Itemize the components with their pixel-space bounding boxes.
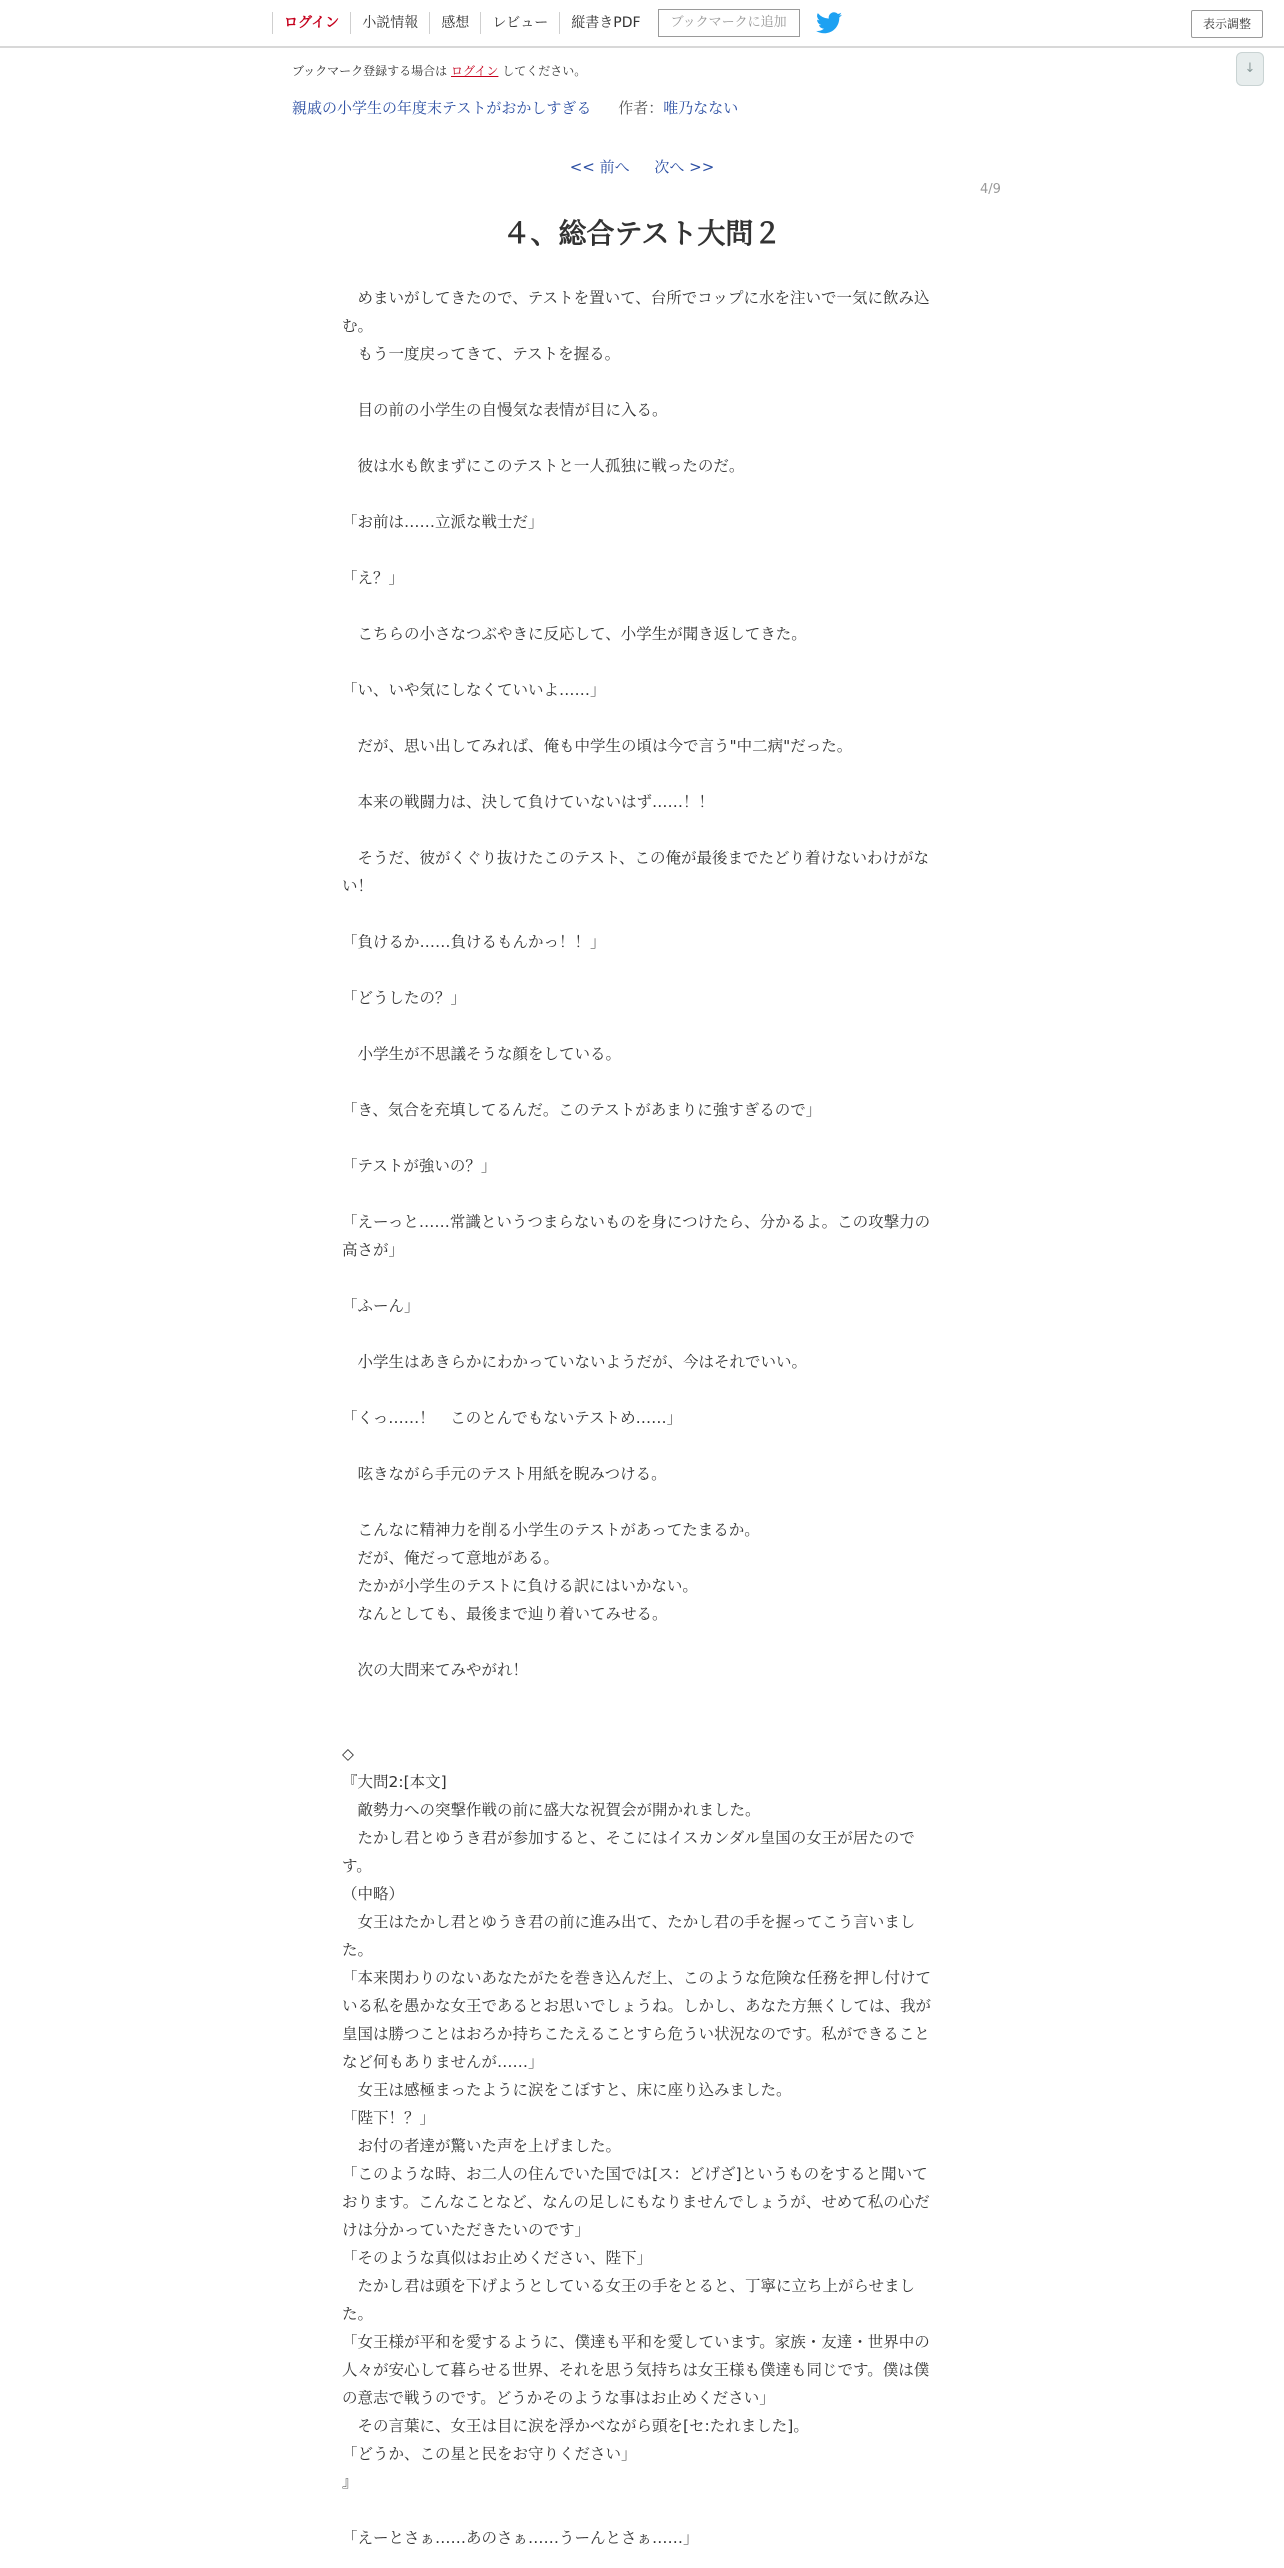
novel-paragraph <box>342 760 936 788</box>
novel-paragraph <box>342 1432 936 1460</box>
twitter-icon[interactable] <box>816 12 842 34</box>
novel-paragraph: なんとしても、最後まで辿り着いてみせる。 <box>342 1605 668 1623</box>
novel-paragraph: ◇ <box>342 1745 354 1763</box>
novel-paragraph <box>342 704 936 732</box>
novel-paragraph: 「女王様が平和を愛するように、僕達も平和を愛しています。家族・友達・世界中の人々が安心して暮らせる世界、それを思う気持ちは女王様も僕達も同じです。僕は僕の意志で戦うのです。どうかそのような事はお止めください」 <box>342 2333 930 2407</box>
bookmark-login-link[interactable]: ログイン <box>451 64 499 78</box>
novel-paragraph <box>342 1684 936 1712</box>
novel-paragraph <box>342 1376 936 1404</box>
author-name-link[interactable]: 唯乃なない <box>663 99 739 117</box>
novel-paragraph <box>342 592 936 620</box>
novel-paragraph: たかし君とゆうき君が参加すると、そこにはイスカンダル皇国の女王が居たのです。 <box>342 1829 915 1875</box>
novel-paragraph: 「このような時、お二人の住んでいた国では[ス：どげざ]というものをすると聞いております。こんなことなど、なんの足しにもなりませんでしょうが、せめて私の心だけは分かっていただきたいのです」 <box>342 2165 930 2239</box>
novel-paragraph: 「陛下！？」 <box>342 2109 436 2127</box>
novel-paragraph: 「え？」 <box>342 569 405 587</box>
novel-paragraph <box>342 1320 936 1348</box>
novel-paragraph: 彼は水も飲まずにこのテストと一人孤独に戦ったのだ。 <box>342 457 745 475</box>
novel-paragraph <box>342 1712 936 1740</box>
nav-review-link[interactable]: レビュー <box>480 12 559 34</box>
nav-login-link[interactable]: ログイン <box>272 12 350 34</box>
novel-paragraph: 「どうか、この星と民をお守りください」 <box>342 2445 637 2463</box>
novel-paragraph: こんなに精神力を削る小学生のテストがあってたまるか。 <box>342 1521 760 1539</box>
bookmark-note-prefix: ブックマーク登録する場合は <box>292 64 448 78</box>
novel-paragraph: 「本来関わりのないあなたがたを巻き込んだ上、このような危険な任務を押し付けている私を愚かな女王であるとお思いでしょうね。しかし、あなた方無くしては、我が皇国は勝つことはおろか持ちこたえることすら危うい状況なのです。私ができることなど何もありませんが……」 <box>342 1969 932 2071</box>
novel-paragraph: 小学生が不思議そうな顔をしている。 <box>342 1045 622 1063</box>
novel-paragraph: 「お前は……立派な戦士だ」 <box>342 513 544 531</box>
novel-paragraph: 「えーっと……常識というつまらないものを身につけたら、分かるよ。この攻撃力の高さが」 <box>342 1213 931 1259</box>
novel-paragraph <box>342 1180 936 1208</box>
novel-paragraph <box>342 480 936 508</box>
novel-paragraph <box>342 816 936 844</box>
novel-paragraph: 呟きながら手元のテスト用紙を睨みつける。 <box>342 1465 667 1483</box>
bookmark-login-note <box>292 62 586 79</box>
nav-impressions-link[interactable]: 感想 <box>429 12 480 34</box>
novel-paragraph: 「くっ……！ このとんでもないテストめ……」 <box>342 1409 683 1427</box>
chapter-title: ４、総合テスト大問２ <box>502 217 782 250</box>
novel-paragraph: 「どうしたの？」 <box>342 989 467 1007</box>
novel-paragraph <box>342 1012 936 1040</box>
novel-paragraph: だが、思い出してみれば、俺も中学生の頃は今で言う"中二病"だった。 <box>342 737 853 755</box>
novel-paragraph: 「い、いや気にしなくていいよ……」 <box>342 681 606 699</box>
author-label: 作者： <box>618 99 664 117</box>
novel-paragraph: 女王はたかし君とゆうき君の前に進み出て、たかし君の手を握ってこう言いました。 <box>342 1913 916 1959</box>
novel-paragraph <box>342 1264 936 1292</box>
novel-paragraph: 「ふーん」 <box>342 1297 420 1315</box>
novel-paragraph: 小学生はあきらかにわかっていないようだが、今はそれでいい。 <box>342 1353 808 1371</box>
novel-paragraph <box>342 2496 936 2524</box>
novel-paragraph: たかが小学生のテストに負ける訳にはいかない。 <box>342 1577 698 1595</box>
novel-paragraph: 』 <box>342 2473 358 2491</box>
novel-paragraph: 次の大問来てみやがれ！ <box>342 1661 529 1679</box>
novel-paragraph: 目の前の小学生の自慢気な表情が目に入る。 <box>342 401 668 419</box>
novel-paragraph: お付の者達が驚いた声を上げました。 <box>342 2137 622 2155</box>
scroll-down-button[interactable] <box>1236 52 1264 86</box>
novel-paragraph: たかし君は頭を下げようとしている女王の手をとると、丁寧に立ち上がらせました。 <box>342 2277 916 2323</box>
novel-paragraph <box>342 1124 936 1152</box>
bookmark-note-suffix: してください。 <box>502 64 587 78</box>
novel-paragraph: そうだ、彼がくぐり抜けたこのテスト、この俺が最後までたどり着けないわけがない！ <box>342 849 929 895</box>
work-info <box>292 97 738 118</box>
novel-paragraph <box>342 900 936 928</box>
novel-paragraph: 本来の戦闘力は、決して負けていないはず……！！ <box>342 793 715 811</box>
novel-paragraph: だが、俺だって意地がある。 <box>342 1549 560 1567</box>
novel-paragraph: 女王は感極まったように涙をこぼすと、床に座り込みました。 <box>342 2081 792 2099</box>
novel-paragraph: 「えーとさぁ……あのさぁ……うーんとさぁ……」 <box>342 2529 699 2547</box>
novel-paragraph: その言葉に、女王は目に涙を浮かべながら頭を[セ:たれました]。 <box>342 2417 809 2435</box>
novel-paragraph: もう一度戻ってきて、テストを握る。 <box>342 345 621 363</box>
novel-paragraph: こちらの小さなつぶやきに反応して、小学生が聞き返してきた。 <box>342 625 807 643</box>
chapter-pager <box>0 156 1284 177</box>
novel-paragraph: 敵勢力への突撃作戦の前に盛大な祝賀会が開かれました。 <box>342 1801 761 1819</box>
work-title-link[interactable]: 親戚の小学生の年度末テストがおかしすぎる <box>292 99 592 117</box>
top-navigation-bar <box>0 0 1284 48</box>
novel-paragraph <box>342 1068 936 1096</box>
novel-body <box>342 284 936 2552</box>
novel-paragraph <box>342 424 936 452</box>
display-adjust-button[interactable]: 表示調整 <box>1191 10 1263 38</box>
novel-paragraph <box>342 536 936 564</box>
arrow-down-icon: ↓ <box>1244 61 1256 76</box>
next-chapter-link[interactable]: 次へ >> <box>654 158 715 176</box>
novel-paragraph <box>342 368 936 396</box>
nav-vertical-pdf-link[interactable]: 縦書きPDF <box>559 12 651 34</box>
nav-novel-info-link[interactable]: 小説情報 <box>350 12 429 34</box>
main-nav <box>272 0 842 46</box>
novel-paragraph <box>342 1628 936 1656</box>
novel-paragraph: 「負けるか……負けるもんかっ！！」 <box>342 933 606 951</box>
novel-paragraph: （中略） <box>342 1885 405 1903</box>
novel-paragraph: 「そのような真似はお止めください、陛下」 <box>342 2249 653 2267</box>
novel-paragraph <box>342 956 936 984</box>
novel-paragraph <box>342 1488 936 1516</box>
chapter-count: 4/9 <box>980 182 1001 197</box>
novel-paragraph <box>342 648 936 676</box>
novel-paragraph: 『大問2:[本文] <box>342 1773 447 1791</box>
novel-paragraph: めまいがしてきたので、テストを置いて、台所でコップに水を注いで一気に飲み込む。 <box>342 289 930 335</box>
novel-paragraph: 「テストが強いの？」 <box>342 1157 497 1175</box>
prev-chapter-link[interactable]: << 前へ <box>569 158 630 176</box>
add-bookmark-button[interactable]: ブックマークに追加 <box>658 9 800 37</box>
novel-paragraph: 「き、気合を充填してるんだ。このテストがあまりに強すぎるので」 <box>342 1101 822 1119</box>
